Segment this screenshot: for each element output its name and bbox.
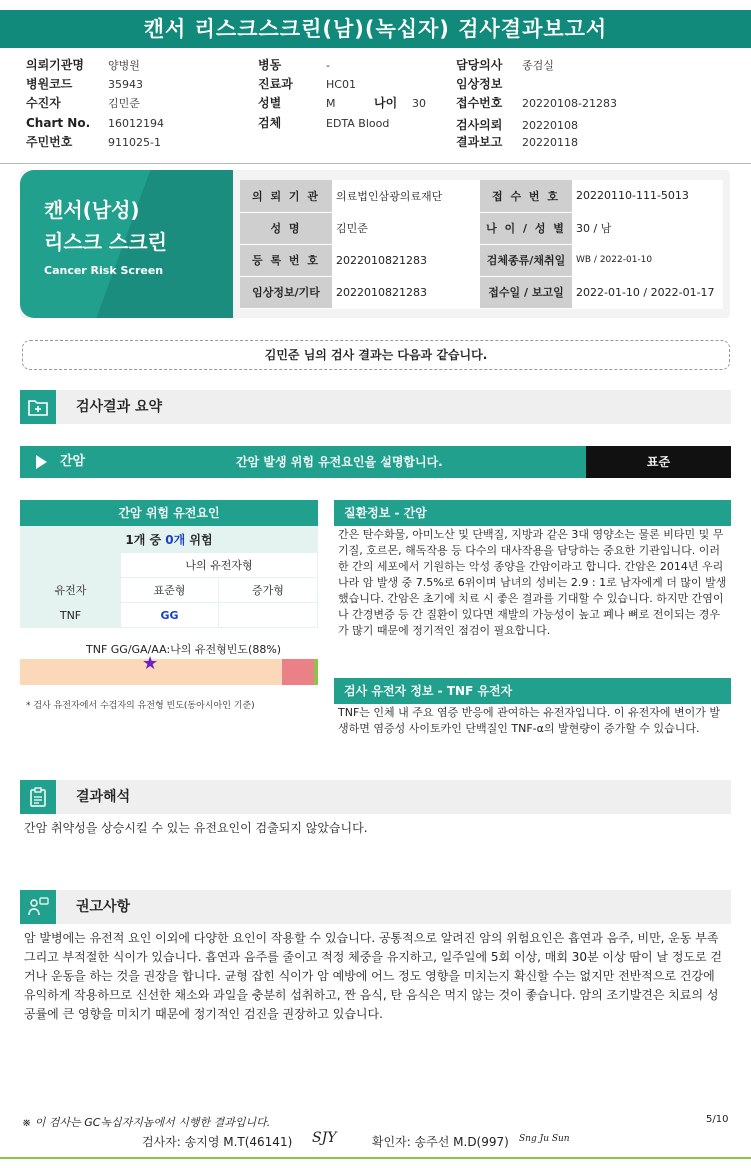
doctor-consult-icon [20, 890, 56, 924]
frequency-segment-green [314, 659, 318, 685]
frequency-segment-red [282, 659, 314, 685]
table-row: 등 록 번 호 2022010821283 검체종류/채취일 WB / 2022-01-10 [240, 244, 723, 276]
banner-title-panel [20, 170, 233, 318]
table-row: 나의 유전자형 [21, 553, 318, 578]
info-row: Chart No. 16012194 [26, 116, 164, 130]
table-row [21, 527, 318, 553]
disease-info-title: 질환정보 - 간암 [334, 500, 731, 526]
page-number: 5/10 [706, 1114, 729, 1125]
info-row: 성별 M 나이 30 [258, 96, 426, 110]
clipboard-icon [20, 780, 56, 814]
info-col3 [456, 56, 617, 152]
bottom-divider [0, 1157, 751, 1159]
gene-info-title: 검사 유전자 정보 - TNF 유전자 [334, 678, 731, 704]
info-row: 수진자 김민준 [26, 96, 140, 110]
disease-info-text: 간은 탄수화물, 아미노산 및 단백질, 지방과 같은 3대 영양소는 물론 비타민 및 무기질, 호르몬, 해독작용 등 다수의 대사작용을 담당하는 중요한 기관입니다. 이러한 간의 세포에서 기원하는 악성 종양을 간암이라고 합니다. 간암은 2014년 우리나라 암 발생 중 7.5%로 6위이며 남녀의 성비는 2.9 : 1로 남자에게 더 많이 발생했습니다. 간암은 초기에 치료 시 좋은 결과를 기대할 수 있습니다. 하지만 간염이나 간경변증 등 간 질환이 있다면 재발의 가능성이 높고 폐나 뼈로 전이되는 경우가 많기 때문에 정기적인 점검이 필요합니다. [338, 528, 727, 637]
table-row: TNF GG [21, 603, 318, 628]
table-row: 성 명 김민준 나 이 / 성 별 30 / 남 [240, 212, 723, 244]
info-col1 [26, 56, 164, 152]
interpretation-text: 간암 취약성을 상승시킬 수 있는 유전요인이 검출되지 않았습니다. [24, 821, 368, 835]
info-row: 임상정보 [456, 77, 503, 91]
liver-cancer-bar [20, 446, 731, 478]
section-summary-header [20, 390, 731, 424]
confirmer-signature: Sng Ju Sun [519, 1134, 570, 1144]
medical-folder-icon [20, 390, 56, 424]
info-row: 결과보고 20220118 [456, 135, 578, 149]
examiner-signature: SJY [312, 1130, 337, 1146]
table-row: 임상정보/기타 2022010821283 접수일 / 보고일 2022-01-10 / 2022-01-17 [240, 276, 723, 308]
table-row: 의 뢰 기 관 의료법인삼광의료재단 접 수 번 호 20220110-111-5013 [240, 180, 723, 212]
risk-count: 1개 중 0개 위험 [21, 527, 318, 553]
genotype-frequency-label: TNF GG/GA/AA:나의 유전형빈도(88%) [86, 643, 282, 656]
risk-level-badge: 표준 [586, 446, 731, 478]
table-row: 유전자 표준형 증가형 [21, 578, 318, 603]
info-row: 병동 - [258, 58, 330, 72]
footer-note: ※ 이 검사는 GC녹십자지놈에서 시행한 결과입니다. [22, 1116, 271, 1129]
info-row: 의뢰기관명 양병원 [26, 58, 140, 72]
my-genotype-star-icon: ★ [142, 653, 159, 674]
liver-cancer-desc: 간암 발생 위험 유전요인을 설명합니다. [236, 455, 443, 469]
info-row: 병원코드 35943 [26, 77, 143, 91]
banner-title-line2: 리스크 스크린 [44, 230, 167, 254]
examiner: 검사자: 송지영 M.T(46141) [142, 1135, 293, 1149]
genotype-frequency-bar [20, 653, 318, 685]
frequency-note: * 검사 유전자에서 수검자의 유전형 빈도(동아시아인 기준) [26, 701, 255, 711]
recommendation-text: 암 발병에는 유전적 요인 이외에 다양한 요인이 작용할 수 있습니다. 공통적으로 알려진 암의 위험요인은 흡연과 음주, 비만, 운동 부족 그리고 부적절한 식이가 있습니다. 흡연과 음주를 줄이고 적정 체중을 유지하고, 일주일에 5회 이상, 매회 30분 이상 땀이 날 정도로 걷거나 운동을 하는 것을 권장을 합니다. 균형 잡힌 식이가 암 예방에 어느 정도 영향을 미치는지 확신할 수는 없지만 전반적으로 건강에 유익하게 작용하므로 신선한 채소와 과일을 충분히 섭취하고, 짠 음식, 탄 음식은 먹지 않는 것이 좋습니다. 암의 조기발견은 치료의 성공률에 큰 영향을 미치기 때문에 정기적인 검진을 권장하고 있습니다. [24, 931, 723, 1021]
info-row: 담당의사 종검실 [456, 58, 554, 72]
info-row: 검사의뢰 20220108 [456, 118, 578, 132]
info-col2 [258, 56, 426, 133]
gene-table-title: 간암 위험 유전요인 [20, 500, 318, 526]
info-row: 진료과 HC01 [258, 77, 356, 91]
info-row: 주민번호 911025-1 [26, 135, 161, 149]
liver-cancer-name: 간암 [60, 454, 86, 469]
section-summary-title: 검사결과 요약 [76, 399, 163, 415]
section-recommendation-title: 권고사항 [76, 899, 131, 915]
section-recommendation-header [20, 890, 731, 924]
gene-info-text: TNF는 인체 내 주요 염증 반응에 관여하는 유전자입니다. 이 유전자에 변이가 발생하면 염증성 사이토카인 단백질인 TNF-α의 발현량이 증가할 수 있습니다. [338, 706, 721, 735]
gene-table [20, 526, 318, 628]
divider [0, 163, 751, 164]
banner-info-table [240, 180, 723, 309]
banner-title-line1: 캔서(남성) [44, 198, 140, 222]
section-interpretation-header [20, 780, 731, 814]
banner-subtitle: Cancer Risk Screen [44, 264, 164, 277]
section-interpretation-title: 결과해석 [76, 789, 131, 805]
info-row: 검체 EDTA Blood [258, 116, 390, 130]
confirmer: 확인자: 송주선 M.D(997) [371, 1135, 509, 1149]
play-arrow-icon [36, 455, 47, 469]
info-row: 접수번호 20220108-21283 [456, 96, 617, 110]
result-intro: 김민준 님의 검사 결과는 다음과 같습니다. [22, 340, 730, 370]
report-title: 캔서 리스크스크린(남)(녹십자) 검사결과보고서 [0, 10, 751, 48]
